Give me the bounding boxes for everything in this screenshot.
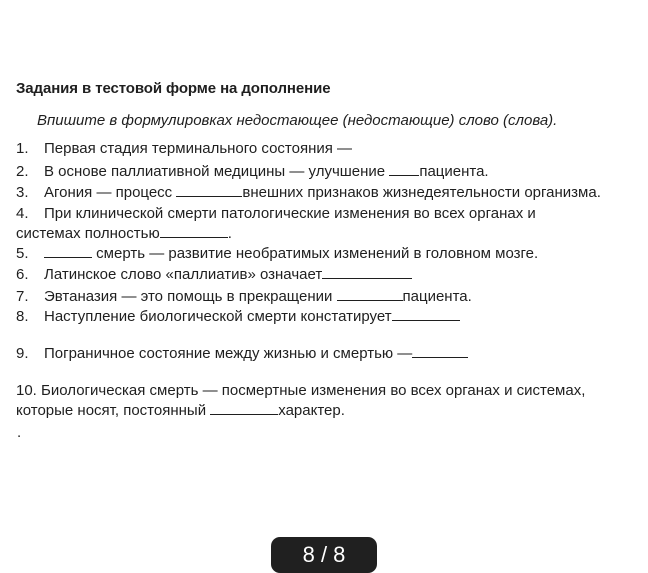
answer-blank [337,288,403,301]
instruction-text: Впишите в формулировках недостающее (недостающие) слово (слова). [37,112,558,129]
question-8: 8. Наступление биологической смерти констатирует [16,308,460,325]
question-3: 3. Агония — процесс внешних признаков жизнедеятельности организма. [16,184,601,201]
answer-blank [392,312,460,321]
answer-blank [322,266,412,279]
page-indicator[interactable]: 8 / 8 [271,537,377,573]
question-4-continuation: системах полностью . [16,225,232,242]
question-10-continuation: которые носят, постоянный характер. [16,402,345,419]
answer-blank [389,167,419,176]
question-4: 4. При клинической смерти патологические изменения во всех органах и [16,205,536,222]
question-9: 9. Пограничное состояние между жизнью и смертью — [16,345,468,362]
question-10: 10. Биологическая смерть — посмертные изменения во всех органах и системах, [16,382,586,399]
trailing-mark: . [17,424,22,441]
question-5: 5. смерть — развитие необратимых изменений в головном мозге. [16,245,539,262]
answer-blank [210,402,278,415]
question-1: 1. Первая стадия терминального состояния — [16,140,353,157]
answer-blank [44,249,92,258]
section-heading: Задания в тестовой форме на дополнение [16,80,331,97]
answer-blank [176,184,242,197]
question-6: 6. Латинское слово «паллиатив» означает [16,266,412,283]
question-7: 7. Эвтаназия — это помощь в прекращении пациента. [16,288,472,305]
question-2: 2. В основе паллиативной медицины — улучшение пациента. [16,163,489,180]
answer-blank [412,349,468,358]
answer-blank [160,225,228,238]
